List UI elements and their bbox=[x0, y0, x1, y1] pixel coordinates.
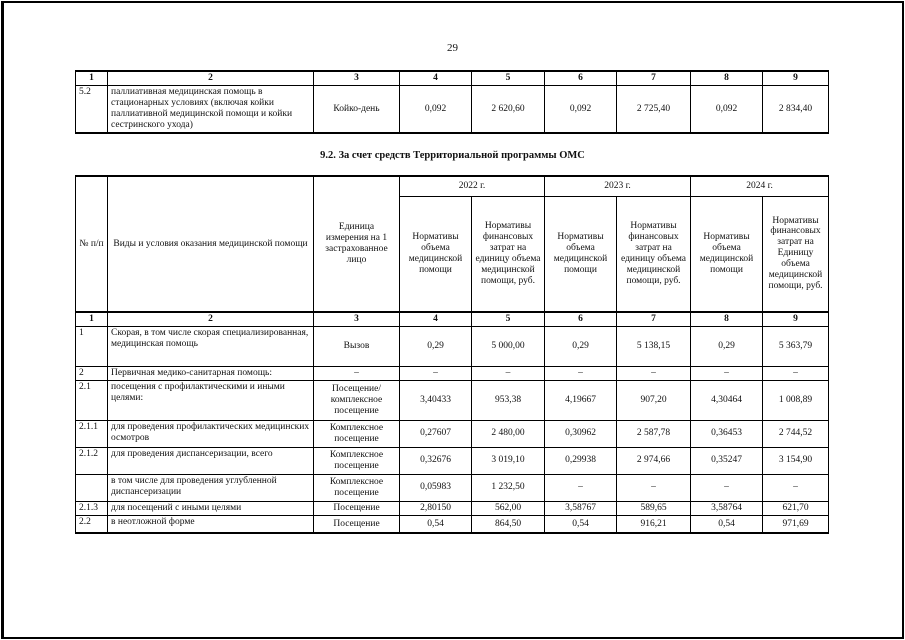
row-name: в том числе для проведения углубленной диспансеризации bbox=[108, 474, 314, 501]
row-unit: Посещение bbox=[314, 515, 400, 533]
row-number bbox=[76, 474, 108, 501]
header-cost-2022: Нормативы финансовых затрат на единицу объема медицинской помощи, руб. bbox=[472, 196, 545, 312]
header-year-2022: 2022 г. bbox=[400, 176, 545, 196]
value-cell: 1 008,89 bbox=[763, 380, 829, 420]
value-cell: 589,65 bbox=[617, 501, 691, 515]
col-num-cell: 7 bbox=[617, 312, 691, 326]
value-cell: 4,30464 bbox=[691, 380, 763, 420]
value-cell: 907,20 bbox=[617, 380, 691, 420]
value-cell: 2 480,00 bbox=[472, 420, 545, 447]
row-unit: Посещение bbox=[314, 501, 400, 515]
value-cell: 0,54 bbox=[545, 515, 617, 533]
value-cell: 1 232,50 bbox=[472, 474, 545, 501]
page-number: 29 bbox=[447, 42, 458, 54]
oms-norms-table bbox=[75, 175, 829, 534]
row-unit: – bbox=[314, 366, 400, 380]
value-cell: 0,54 bbox=[400, 515, 472, 533]
col-num-cell: 9 bbox=[763, 312, 829, 326]
value-cell: 2 587,78 bbox=[617, 420, 691, 447]
column-number-row bbox=[76, 71, 829, 85]
value-cell: 0,30962 bbox=[545, 420, 617, 447]
row-unit: Вызов bbox=[314, 326, 400, 366]
value-cell: – bbox=[763, 366, 829, 380]
row-name: для проведения профилактических медицинских осмотров bbox=[108, 420, 314, 447]
table-row bbox=[76, 326, 829, 366]
value-cell: 0,05983 bbox=[400, 474, 472, 501]
col-num-cell: 8 bbox=[691, 312, 763, 326]
column-number-row bbox=[76, 312, 829, 326]
table-row bbox=[76, 366, 829, 380]
value-cell: – bbox=[763, 474, 829, 501]
value-cell: 5 000,00 bbox=[472, 326, 545, 366]
col-num-cell: 4 bbox=[400, 71, 472, 85]
table-row bbox=[76, 447, 829, 474]
value-cell: 0,092 bbox=[545, 85, 617, 133]
value-cell: 0,29 bbox=[545, 326, 617, 366]
header-name: Виды и условия оказания медицинской помощи bbox=[108, 176, 314, 312]
row-name: паллиативная медицинская помощь в стационарных условиях (включая койки паллиативной медицинской помощи и койки сестринского ухода) bbox=[108, 85, 314, 133]
row-unit: Комплексное посещение bbox=[314, 447, 400, 474]
row-number: 2.2 bbox=[76, 515, 108, 533]
row-name: для проведения диспансеризации, всего bbox=[108, 447, 314, 474]
value-cell: 0,54 bbox=[691, 515, 763, 533]
row-name: Первичная медико-санитарная помощь: bbox=[108, 366, 314, 380]
value-cell: 3 154,90 bbox=[763, 447, 829, 474]
value-cell: 3,40433 bbox=[400, 380, 472, 420]
value-cell: – bbox=[691, 474, 763, 501]
value-cell: 0,29938 bbox=[545, 447, 617, 474]
col-num-cell: 3 bbox=[314, 71, 400, 85]
value-cell: – bbox=[617, 474, 691, 501]
row-number: 5.2 bbox=[76, 85, 108, 133]
header-year-2024: 2024 г. bbox=[691, 176, 829, 196]
value-cell: – bbox=[545, 366, 617, 380]
continuation-table bbox=[75, 70, 829, 134]
value-cell: 5 138,15 bbox=[617, 326, 691, 366]
value-cell: 0,35247 bbox=[691, 447, 763, 474]
col-num-cell: 3 bbox=[314, 312, 400, 326]
value-cell: 2 974,66 bbox=[617, 447, 691, 474]
value-cell: 4,19667 bbox=[545, 380, 617, 420]
row-unit: Койко-день bbox=[314, 85, 400, 133]
header-volume-2023: Нормативы объема медицинской помощи bbox=[545, 196, 617, 312]
value-cell: 0,32676 bbox=[400, 447, 472, 474]
row-unit: Комплексное посещение bbox=[314, 420, 400, 447]
value-cell: 2 744,52 bbox=[763, 420, 829, 447]
row-number: 2.1.3 bbox=[76, 501, 108, 515]
col-num-cell: 4 bbox=[400, 312, 472, 326]
table-row bbox=[76, 474, 829, 501]
row-number: 2.1 bbox=[76, 380, 108, 420]
value-cell: 0,36453 bbox=[691, 420, 763, 447]
value-cell: 3,58764 bbox=[691, 501, 763, 515]
value-cell: 2 725,40 bbox=[617, 85, 691, 133]
value-cell: 0,27607 bbox=[400, 420, 472, 447]
col-num-cell: 6 bbox=[545, 312, 617, 326]
col-num-cell: 7 bbox=[617, 71, 691, 85]
header-unit: Единица измерения на 1 застрахованное лицо bbox=[314, 176, 400, 312]
row-number: 2 bbox=[76, 366, 108, 380]
value-cell: 0,092 bbox=[400, 85, 472, 133]
header-cost-2024: Нормативы финансовых затрат на Единицу объема медицинской помощи, руб. bbox=[763, 196, 829, 312]
row-number: 2.1.2 bbox=[76, 447, 108, 474]
value-cell: 621,70 bbox=[763, 501, 829, 515]
value-cell: 2 620,60 bbox=[472, 85, 545, 133]
row-unit: Посещение/ комплексное посещение bbox=[314, 380, 400, 420]
header-volume-2024: Нормативы объема медицинской помощи bbox=[691, 196, 763, 312]
row-number: 2.1.1 bbox=[76, 420, 108, 447]
col-num-cell: 1 bbox=[76, 312, 108, 326]
header-num: № п/п bbox=[76, 176, 108, 312]
value-cell: 916,21 bbox=[617, 515, 691, 533]
value-cell: – bbox=[545, 474, 617, 501]
section-title: 9.2. За счет средств Территориальной программы ОМС bbox=[320, 150, 585, 161]
col-num-cell: 1 bbox=[76, 71, 108, 85]
value-cell: 5 363,79 bbox=[763, 326, 829, 366]
value-cell: – bbox=[400, 366, 472, 380]
header-volume-2022: Нормативы объема медицинской помощи bbox=[400, 196, 472, 312]
row-unit: Комплексное посещение bbox=[314, 474, 400, 501]
value-cell: 3 019,10 bbox=[472, 447, 545, 474]
row-name: в неотложной форме bbox=[108, 515, 314, 533]
value-cell: 2,80150 bbox=[400, 501, 472, 515]
value-cell: – bbox=[691, 366, 763, 380]
value-cell: 0,29 bbox=[400, 326, 472, 366]
value-cell: – bbox=[617, 366, 691, 380]
col-num-cell: 9 bbox=[763, 71, 829, 85]
value-cell: 0,29 bbox=[691, 326, 763, 366]
row-name: посещения с профилактическими и иными целями: bbox=[108, 380, 314, 420]
row-number: 1 bbox=[76, 326, 108, 366]
row-name: Скорая, в том числе скорая специализированная, медицинская помощь bbox=[108, 326, 314, 366]
value-cell: 3,58767 bbox=[545, 501, 617, 515]
col-num-cell: 5 bbox=[472, 312, 545, 326]
table-row bbox=[76, 515, 829, 533]
value-cell: 0,092 bbox=[691, 85, 763, 133]
table-row bbox=[76, 420, 829, 447]
value-cell: 2 834,40 bbox=[763, 85, 829, 133]
table-row bbox=[76, 380, 829, 420]
table-row bbox=[76, 85, 829, 133]
value-cell: 864,50 bbox=[472, 515, 545, 533]
value-cell: 971,69 bbox=[763, 515, 829, 533]
col-num-cell: 2 bbox=[108, 312, 314, 326]
value-cell: 953,38 bbox=[472, 380, 545, 420]
col-num-cell: 6 bbox=[545, 71, 617, 85]
header-cost-2023: Нормативы финансовых затрат на единицу объема медицинской помощи, руб. bbox=[617, 196, 691, 312]
row-name: для посещений с иными целями bbox=[108, 501, 314, 515]
col-num-cell: 2 bbox=[108, 71, 314, 85]
value-cell: 562,00 bbox=[472, 501, 545, 515]
col-num-cell: 5 bbox=[472, 71, 545, 85]
col-num-cell: 8 bbox=[691, 71, 763, 85]
table-row bbox=[76, 501, 829, 515]
value-cell: – bbox=[472, 366, 545, 380]
header-year-2023: 2023 г. bbox=[545, 176, 691, 196]
header-row-years bbox=[76, 176, 829, 196]
